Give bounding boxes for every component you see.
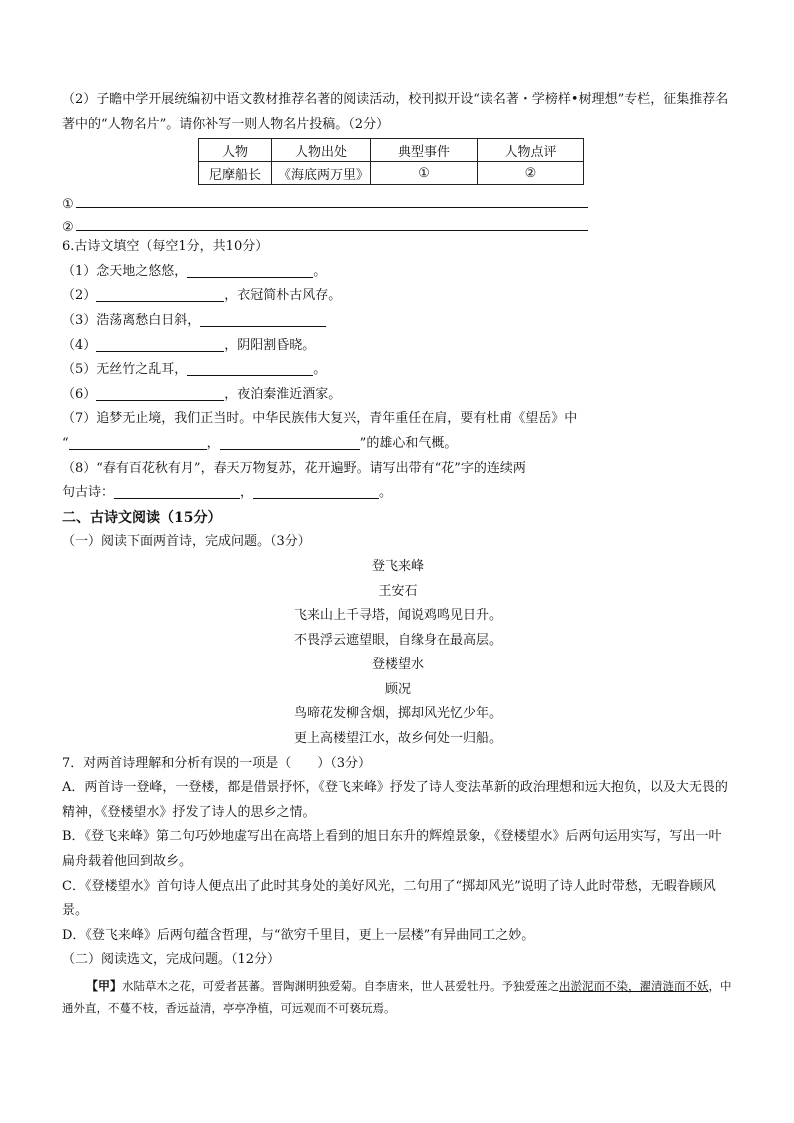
excerpt-text: ，中通外直，不蔓不枝，香远益清，亭亭净植，可远观而不可亵玩焉。 [62, 979, 732, 1015]
table-cell: 《海底两万里》 [272, 162, 371, 185]
poem-1-line: 飞来山上千寻塔，闻说鸡鸣见日升。 [293, 608, 502, 624]
fill-blank[interactable] [114, 483, 240, 499]
question-7-stem: 7．对两首诗理解和分析有误的一项是（ ）（3分） [62, 755, 372, 771]
poem-2-title: 登楼望水 [371, 657, 424, 673]
poem-1-author: 王安石 [378, 583, 418, 599]
fill-item-1: （1）念天地之悠悠， 。 [62, 263, 327, 279]
excerpt-label: 【甲】 [86, 979, 123, 993]
fill-blank[interactable] [200, 311, 326, 327]
table-header-cell: 人物 [199, 139, 272, 162]
fill-item-2: （2） ，衣冠简朴古风存。 [62, 288, 342, 304]
fill-item-7-blanks: “ ， ”的雄心和气概。 [62, 435, 458, 451]
section-2-part-2-title: （二）阅读选文，完成问题。（12分） [62, 952, 281, 968]
fill-blank[interactable] [96, 286, 224, 302]
fill-blank[interactable] [96, 336, 224, 352]
poem-2-author: 顾况 [384, 681, 411, 697]
fill-blank[interactable] [220, 434, 360, 450]
fill-blank[interactable] [69, 434, 207, 450]
fill-item-5: （5）无丝竹之乱耳， 。 [62, 362, 327, 378]
table-cell: ① [371, 162, 478, 185]
question-7-option-a[interactable]: A．两首诗一登峰，一登楼，都是借景抒怀，《登飞来峰》抒发了诗人变法革新的政治理想和远大抱负，以及大无畏的精神，《登楼望水》抒发了诗人的思乡之情。 [62, 780, 728, 820]
fill-blank[interactable] [187, 360, 313, 376]
fill-blank[interactable] [187, 262, 313, 278]
fill-blank[interactable] [253, 483, 379, 499]
section-2-title: 二、古诗文阅读（15分） [62, 509, 222, 526]
poem-1-line: 不畏浮云遮望眼，自缘身在最高层。 [293, 632, 502, 648]
table-cell: ② [478, 162, 584, 185]
exam-page [62, 88, 734, 1019]
section-2-part-1-title: （一）阅读下面两首诗，完成问题。（3分） [62, 534, 311, 550]
question-7-option-d[interactable]: D．《登飞来峰》后两句蕴含哲理，与“欲穷千里目，更上一层楼”有异曲同工之妙。 [62, 927, 535, 943]
table-row [199, 162, 584, 185]
excerpt-jia [62, 975, 734, 1019]
poem-1-title: 登飞来峰 [371, 558, 424, 574]
table-header-cell: 人物点评 [478, 139, 584, 162]
answer-line-1[interactable] [62, 189, 734, 212]
fill-item-6: （6） ，夜泊秦淮近酒家。 [62, 386, 342, 402]
fill-blank[interactable] [96, 385, 224, 401]
poem-2-line: 更上高楼望江水，故乡何处一归船。 [293, 731, 502, 747]
question-6-title: 6.古诗文填空（每空1分，共10分） [62, 239, 269, 255]
excerpt-text: 水陆草木之花，可爱者甚蕃。晋陶渊明独爱菊。自李唐来，世人甚爱牡丹。予独爱莲之 [122, 979, 560, 993]
answer-rule[interactable] [76, 229, 588, 231]
poem-2-line: 鸟啼花发柳含烟，掷却风光忆少年。 [293, 706, 502, 722]
fill-item-8-blanks: 句古诗： ， 。 [62, 485, 393, 501]
fill-item-4: （4） ，阴阳割昏晓。 [62, 337, 316, 353]
excerpt-underlined: 出淤泥而不染，濯清涟而不妖 [559, 979, 709, 993]
question-5-2-prompt: （2）子瞻中学开展统编初中语文教材推荐名著的阅读活动，校刊拟开设“读名著・学榜样•树理想”专栏，征集推荐名著中的“人物名片”。请你补写一则人物名片投稿。（2分） [62, 92, 729, 132]
answer-label: ① [62, 197, 74, 213]
table-header-cell: 典型事件 [371, 139, 478, 162]
table-header-cell: 人物出处 [272, 139, 371, 162]
fill-item-3: （3）浩荡离愁白日斜， [62, 309, 734, 334]
answer-line-2[interactable] [62, 212, 734, 235]
fill-item-8-prompt: （8）“春有百花秋有月”，春天万物复苏，花开遍野。请写出带有“花”字的连续两 [62, 460, 526, 476]
answer-label: ② [62, 220, 74, 236]
fill-item-7-prompt: （7）追梦无止境，我们正当时。中华民族伟大复兴，青年重任在肩，要有杜甫《望岳》中 [62, 411, 578, 427]
answer-rule[interactable] [76, 206, 588, 208]
question-7-option-c[interactable]: C．《登楼望水》首句诗人便点出了此时其身处的美好风光，二句用了“掷却风光”说明了诗人此时带愁，无暇眷顾风景。 [62, 878, 716, 919]
character-card-table [198, 138, 584, 185]
table-header-row [199, 139, 584, 162]
question-7-option-b[interactable]: B．《登飞来峰》第二句巧妙地虚写出在高塔上看到的旭日东升的辉煌景象，《登楼望水》后两句运用实写，写出一叶扁舟载着他回到故乡。 [62, 829, 722, 870]
table-cell: 尼摩船长 [199, 162, 272, 185]
